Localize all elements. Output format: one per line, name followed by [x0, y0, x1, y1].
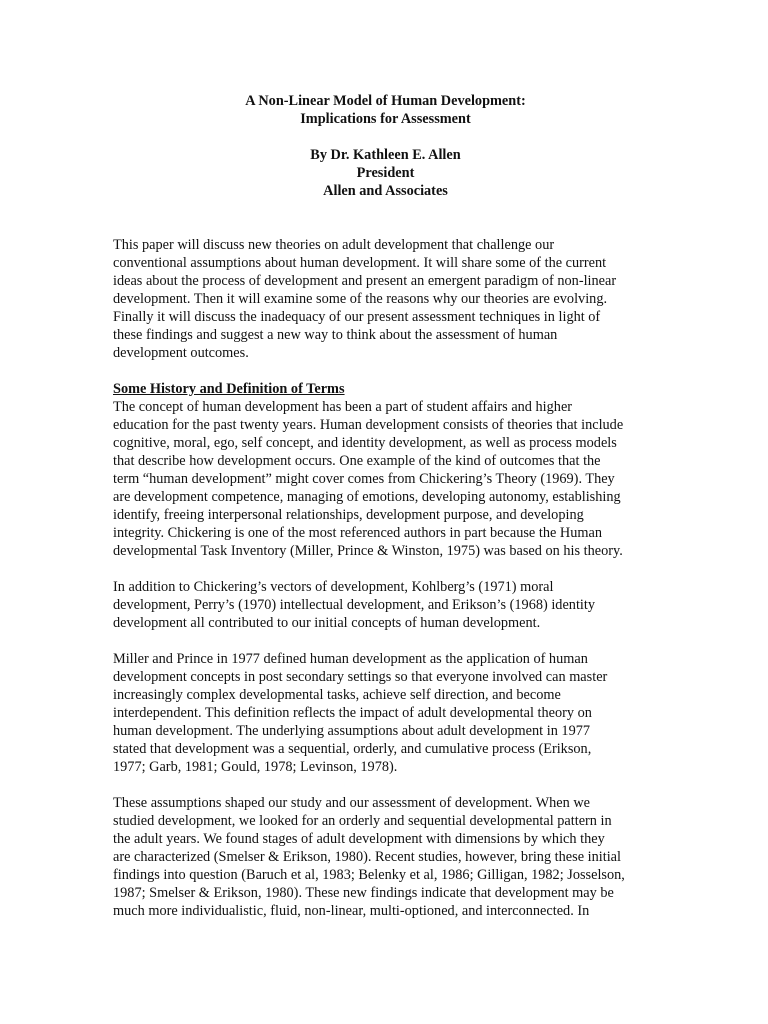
text-line: development all contributed to our initial concepts of human development.: [113, 615, 541, 631]
document-title: [113, 92, 658, 128]
text-line: cognitive, moral, ego, self concept, and identity development, as well as process models: [113, 435, 617, 451]
text-line: term “human development” might cover comes from Chickering’s Theory (1969). They: [113, 471, 615, 487]
text-line: These assumptions shaped our study and our assessment of development. When we: [113, 795, 590, 811]
text-line: education for the past twenty years. Human development consists of theories that include: [113, 417, 624, 433]
text-line: studied development, we looked for an orderly and sequential developmental pattern in: [113, 813, 612, 829]
text-line: are development competence, managing of emotions, developing autonomy, establishing: [113, 489, 621, 505]
text-line: development, Perry’s (1970) intellectual development, and Erikson’s (1968) identity: [113, 597, 596, 613]
text-line: the adult years. We found stages of adult development with dimensions by which they: [113, 831, 605, 847]
text-line: human development. The underlying assumptions about adult development in 1977: [113, 723, 591, 739]
text-line: ideas about the process of development and present an emergent paradigm of non-linear: [113, 273, 617, 289]
subtitle-line: Implications for Assessment: [300, 111, 471, 127]
body-paragraph: [113, 578, 658, 632]
text-line: 1977; Garb, 1981; Gould, 1978; Levinson, 1978).: [113, 759, 398, 775]
text-line: development concepts in post secondary settings so that everyone involved can master: [113, 669, 608, 685]
intro-paragraph: [113, 236, 658, 362]
text-line: development outcomes.: [113, 345, 249, 361]
text-line: developmental Task Inventory (Miller, Prince & Winston, 1975) was based on his theory.: [113, 543, 623, 559]
text-line: development. Then it will examine some of the reasons why our theories are evolving.: [113, 291, 608, 307]
author-name: By Dr. Kathleen E. Allen: [310, 147, 461, 163]
author-byline: [113, 146, 658, 200]
text-line: are characterized (Smelser & Erikson, 1980). Recent studies, however, bring these initial: [113, 849, 621, 865]
text-line: identify, freeing interpersonal relationships, development purpose, and developing: [113, 507, 584, 523]
text-line: much more individualistic, fluid, non-linear, multi-optioned, and interconnected. In: [113, 903, 590, 919]
text-line: that describe how development occurs. One example of the kind of outcomes that the: [113, 453, 601, 469]
text-line: stated that development was a sequential, orderly, and cumulative process (Erikson,: [113, 741, 592, 757]
text-line: integrity. Chickering is one of the most referenced authors in part because the Human: [113, 525, 602, 541]
text-line: increasingly complex developmental tasks, achieve self direction, and become: [113, 687, 561, 703]
text-line: The concept of human development has been a part of student affairs and higher: [113, 399, 573, 415]
text-line: In addition to Chickering’s vectors of development, Kohlberg’s (1971) moral: [113, 579, 554, 595]
title-line: A Non-Linear Model of Human Development:: [245, 93, 526, 109]
text-line: Finally it will discuss the inadequacy of our present assessment techniques in light of: [113, 309, 601, 325]
text-line: 1987; Smelser & Erikson, 1980). These new findings indicate that development may be: [113, 885, 614, 901]
text-line: conventional assumptions about human development. It will share some of the current: [113, 255, 607, 271]
body-paragraph: [113, 794, 658, 920]
text-line: Miller and Prince in 1977 defined human development as the application of human: [113, 651, 588, 667]
body-paragraph: [113, 398, 658, 560]
text-line: This paper will discuss new theories on adult development that challenge our: [113, 237, 555, 253]
document-page: [113, 92, 658, 920]
text-line: findings into question (Baruch et al, 1983; Belenky et al, 1986; Gilligan, 1982; Josselson,: [113, 867, 625, 883]
body-paragraph: [113, 650, 658, 776]
author-role: President: [356, 165, 415, 181]
section-heading: Some History and Definition of Terms: [113, 381, 345, 397]
text-line: these findings and suggest a new way to think about the assessment of human: [113, 327, 558, 343]
author-organization: Allen and Associates: [323, 183, 448, 199]
text-line: interdependent. This definition reflects the impact of adult developmental theory on: [113, 705, 592, 721]
